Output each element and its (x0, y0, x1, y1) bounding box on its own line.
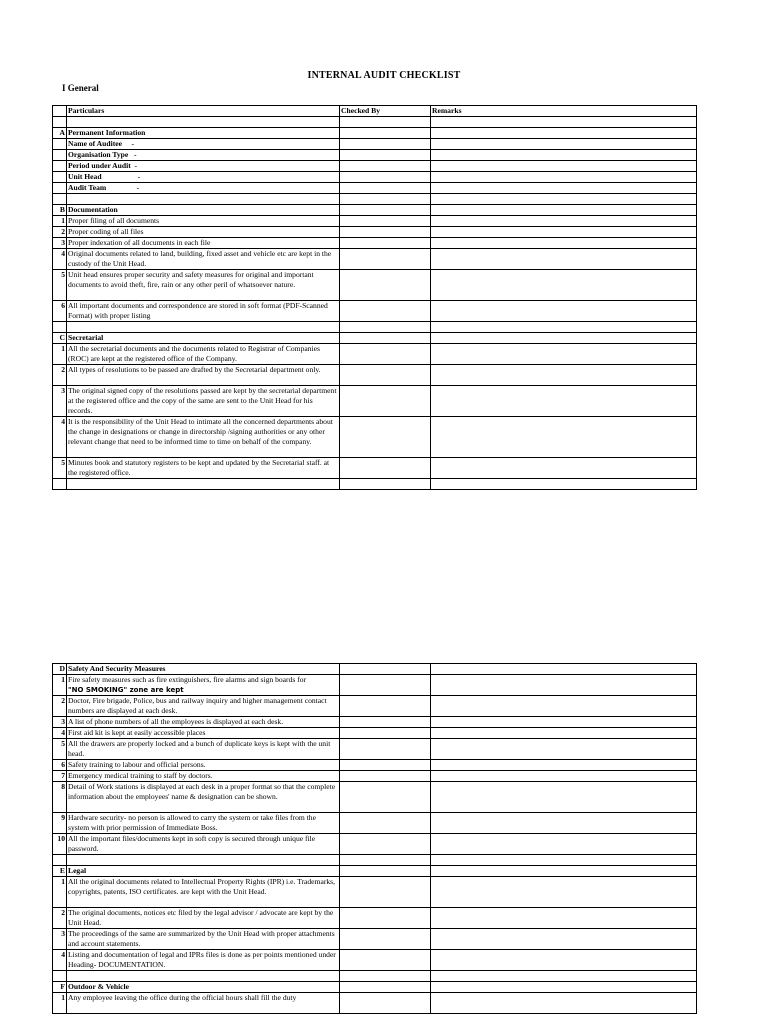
table-row (53, 238, 697, 249)
item-text: All the secretarial documents and the documents related to Registrar of Companies (ROC) are kept at the registered office of the Company. (67, 344, 340, 365)
item-no: 5 (53, 270, 67, 301)
section-c-no: C (53, 333, 67, 344)
section-f-no: F (53, 982, 67, 993)
item-no: 7 (53, 771, 67, 782)
item-text: All types of resolutions to be passed are drafted by the Secretarial department only. (67, 365, 340, 386)
section-f-header (53, 982, 697, 993)
spacer-row (53, 322, 697, 333)
table-row (53, 675, 697, 696)
table-row (53, 908, 697, 929)
item-text: A list of phone numbers of all the employees is displayed at each desk. (67, 717, 340, 728)
item-text: Detail of Work stations is displayed at each desk in a proper format so that the complete information about the employees' name & designation can be shown. (67, 782, 340, 813)
item-no: 2 (53, 227, 67, 238)
table-row (53, 760, 697, 771)
item-text: Proper coding of all files (67, 227, 340, 238)
spacer-row (53, 194, 697, 205)
section-b-header (53, 205, 697, 216)
item-no: 6 (53, 760, 67, 771)
item-text: Unit head ensures proper security and safety measures for original and important documents to avoid theft, fire, rain or any other peril of whatsoever nature. (67, 270, 340, 301)
item-no: 6 (53, 301, 67, 322)
table-row (53, 813, 697, 834)
item-no: 4 (53, 728, 67, 739)
item-no: 4 (53, 417, 67, 458)
item-text: It is the responsibility of the Unit Head to intimate all the concerned departments about the change in designations or change in directorship /signing authorities or any other relevant change that need to be informed time to time on behalf of the company. (67, 417, 340, 458)
table-row (53, 717, 697, 728)
item-text: Listing and documentation of legal and IPRs files is done as per points mentioned under Heading- DOCUMENTATION. (67, 950, 340, 971)
item-no: 1 (53, 216, 67, 227)
field-organisation-type: Organisation Type - (67, 150, 340, 161)
item-text: The original signed copy of the resolutions passed are kept by the secretarial department at the registered office and the copy of the same are sent to the Unit Head for his records. (67, 386, 340, 417)
item-text: Original documents related to land, building, fixed asset and vehicle etc are kept in the custody of the Unit Head. (67, 249, 340, 270)
table-row (53, 739, 697, 760)
item-no: 10 (53, 834, 67, 855)
item-no: 5 (53, 458, 67, 479)
spacer-row (53, 855, 697, 866)
section-a-title: Permanent Information (67, 128, 340, 139)
field-name-of-auditee: Name of Auditee - (67, 139, 340, 150)
page-title: INTERNAL AUDIT CHECKLIST (307, 70, 461, 81)
table-row (53, 150, 697, 161)
table-row (53, 458, 697, 479)
item-text: The proceedings of the same are summarized by the Unit Head with proper attachments and account statements. (67, 929, 340, 950)
item-no: 4 (53, 249, 67, 270)
item-no: 2 (53, 908, 67, 929)
item-no: 4 (53, 950, 67, 971)
section-e-title: Legal (67, 866, 340, 877)
item-no: 1 (53, 675, 67, 696)
spacer-row (53, 479, 697, 490)
checklist-table-1 (52, 105, 697, 490)
section-f-title: Outdoor & Vehicle (67, 982, 340, 993)
header-particulars: Particulars (67, 106, 340, 117)
table-row (53, 417, 697, 458)
spacer-row (53, 971, 697, 982)
item-no: 3 (53, 386, 67, 417)
item-no: 3 (53, 717, 67, 728)
item-text-main: Fire safety measures such as fire extinguishers, fire alarms and sign boards for (68, 675, 307, 684)
table-row (53, 993, 697, 1014)
table-row (53, 344, 697, 365)
item-text: All the important files/documents kept in soft copy is secured through unique file password. (67, 834, 340, 855)
item-no: 1 (53, 344, 67, 365)
item-text: All important documents and correspondence are stored in soft format (PDF-Scanned Format) with proper listing (67, 301, 340, 322)
item-text: Proper filing of all documents (67, 216, 340, 227)
item-text: Emergency medical training to staff by doctors. (67, 771, 340, 782)
item-no: 1 (53, 877, 67, 908)
field-unit-head: Unit Head - (67, 172, 340, 183)
item-no: 1 (53, 993, 67, 1014)
header-checked-by: Checked By (340, 106, 431, 117)
table-row (53, 270, 697, 301)
table-row (53, 950, 697, 971)
section-e-no: E (53, 866, 67, 877)
table-row (53, 227, 697, 238)
table-row (53, 161, 697, 172)
section-c-header (53, 333, 697, 344)
item-no: 5 (53, 739, 67, 760)
section-d-no: D (53, 664, 67, 675)
table-row (53, 386, 697, 417)
table-row (53, 301, 697, 322)
item-text: Doctor, Fire brigade, Police, bus and railway inquiry and higher management contact numbers are displayed at each desk. (67, 696, 340, 717)
table-row (53, 782, 697, 813)
item-no: 2 (53, 365, 67, 386)
table-row (53, 834, 697, 855)
section-label: I General (62, 83, 99, 93)
item-text: Proper indexation of all documents in each file (67, 238, 340, 249)
item-no: 3 (53, 929, 67, 950)
section-a-no: A (53, 128, 67, 139)
table-row (53, 365, 697, 386)
item-text: First aid kit is kept at easily accessible places (67, 728, 340, 739)
field-audit-team: Audit Team - (67, 183, 340, 194)
table-row (53, 877, 697, 908)
spacer-row (53, 117, 697, 128)
item-text: All the drawers are properly locked and a bunch of duplicate keys is kept with the unit head. (67, 739, 340, 760)
item-text: Any employee leaving the office during the official hours shall fill the duty (67, 993, 340, 1014)
item-text: Minutes book and statutory registers to be kept and updated by the Secretarial staff. at the registered office. (67, 458, 340, 479)
table-row (53, 249, 697, 270)
section-c-title: Secretarial (67, 333, 340, 344)
table-row (53, 771, 697, 782)
section-d-header (53, 664, 697, 675)
section-d-title: Safety And Security Measures (67, 664, 340, 675)
item-no: 8 (53, 782, 67, 813)
section-a-header (53, 128, 697, 139)
section-b-title: Documentation (67, 205, 340, 216)
field-period-under-audit: Period under Audit - (67, 161, 340, 172)
item-text: Hardware security- no person is allowed to carry the system or take files from the system with prior permission of Immediate Boss. (67, 813, 340, 834)
checklist-table-2 (52, 663, 697, 1014)
no-smoking-text: "NO SMOKING" zone are kept (68, 686, 184, 694)
table-row (53, 183, 697, 194)
item-text: All the original documents related to Intellectual Property Rights (IPR) i.e. Trademarks, copyrights, patents, ISO certificates. are kept with the Unit Head. (67, 877, 340, 908)
section-e-header (53, 866, 697, 877)
table-row (53, 139, 697, 150)
header-row (53, 106, 697, 117)
item-no: 3 (53, 238, 67, 249)
table-row (53, 172, 697, 183)
table-row (53, 216, 697, 227)
table-row (53, 728, 697, 739)
table-row (53, 929, 697, 950)
header-remarks: Remarks (431, 106, 697, 117)
item-text: Safety training to labour and official persons. (67, 760, 340, 771)
section-b-no: B (53, 205, 67, 216)
item-text: The original documents, notices etc filed by the legal advisor / advocate are kept by the Unit Head. (67, 908, 340, 929)
item-no: 9 (53, 813, 67, 834)
table-row (53, 696, 697, 717)
item-text (67, 675, 340, 696)
item-no: 2 (53, 696, 67, 717)
